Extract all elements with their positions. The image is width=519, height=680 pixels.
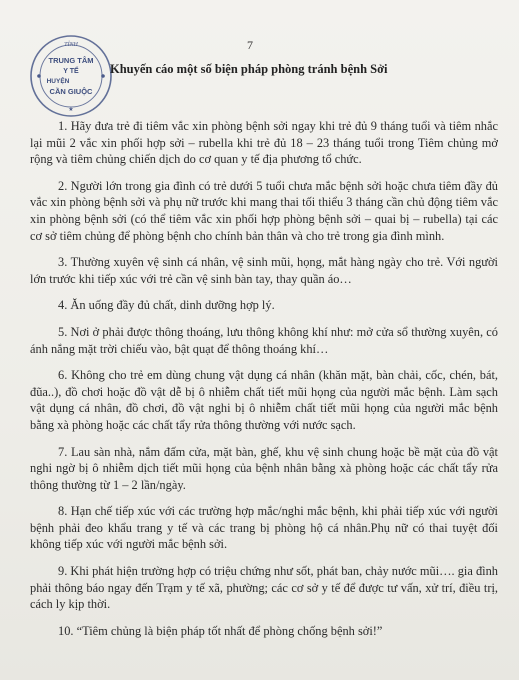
document-body — [30, 118, 498, 647]
stamp-top-text: TỈNH — [64, 42, 78, 48]
paragraph-3: 3. Thường xuyên vệ sinh cá nhân, vệ sinh mũi, họng, mắt hàng ngày cho trẻ. Với người lớn trước khi tiếp xúc với trẻ cần vệ sinh bàn tay, thay quần áo… — [30, 255, 498, 286]
paragraph-4: 4. Ăn uống đầy đủ chất, dinh dưỡng hợp lý. — [58, 298, 275, 313]
paragraph-7: 7. Lau sàn nhà, nắm đấm cửa, mặt bàn, ghế, khu vệ sinh chung hoặc bề mặt của đồ vật nghi ngờ bị ô nhiễm dịch tiết mũi họng của bệnh nhân bằng xà phòng hoặc các chất tẩy rửa thông thường từ 1 – 2 lần/ngày. — [30, 444, 498, 492]
paragraph-2: 2. Người lớn trong gia đình có trẻ dưới 5 tuổi chưa mắc bệnh sởi hoặc chưa tiêm đầy đủ vắc xin phòng bệnh sởi và phụ nữ trước khi mang thai tối thiểu 3 tháng cần chủ động tiêm vắc xin phòng bệnh sởi (có thể tiêm vắc xin phối hợp phòng bệnh sởi – quai bị – rubella) tại các cơ sở tiêm chủng để phòng bệnh cho chính bản thân và cho trẻ trong gia đình mình. — [30, 178, 498, 243]
page-number: 7 — [247, 38, 253, 52]
document-title: Khuyến cáo một số biện pháp phòng tránh bệnh Sởi — [110, 62, 388, 76]
paragraph-5: 5. Nơi ở phải được thông thoáng, lưu thông không khí như: mở cửa sổ thường xuyên, có ánh nắng mặt trời chiếu vào, bật quạt để thông thoáng khí… — [30, 324, 498, 356]
stamp-line4: CẦN GIUỘC — [49, 87, 93, 96]
svg-text:★: ★ — [68, 107, 74, 113]
paragraph-10: 10. “Tiêm chủng là biện pháp tốt nhất để phòng chống bệnh sởi!” — [58, 623, 383, 638]
official-stamp — [28, 33, 114, 119]
paragraph-1: 1. Hãy đưa trẻ đi tiêm vắc xin phòng bệnh sởi ngay khi trẻ đủ 9 tháng tuổi và tiêm nhắc lại mũi 2 vắc xin phối hợp sởi – rubella khi trẻ đủ 18 – 23 tháng tuổi trong Tiêm chủng mở rộng và tiêm chủng chiến dịch do cơ quan y tế địa phương tổ chức. — [30, 119, 498, 167]
stamp-seal-icon — [28, 33, 114, 119]
paragraph-9: 9. Khi phát hiện trường hợp có triệu chứng như sốt, phát ban, chảy nước mũi…. gia đình phải thông báo ngay đến Trạm y tế xã, phường; các cơ sở y tế để được tư vấn, xử trí, điều trị, cách ly kịp thời. — [30, 564, 498, 612]
paragraph-6: 6. Không cho trẻ em dùng chung vật dụng cá nhân (khăn mặt, bàn chải, cốc, chén, bát, đũa..), đồ chơi hoặc đồ vật dễ bị ô nhiễm chất tiết mũi họng của người mắc bệnh. Làm sạch vật dụng cá nhân, đồ chơi, đồ vật nghi bị ô nhiễm chất tiết mũi họng của người mắc bệnh bằng xà phòng hoặc các chất tẩy rửa thông thường với nước sạch. — [30, 368, 498, 432]
stamp-line2: Y TẾ — [63, 68, 79, 75]
paragraph-8: 8. Hạn chế tiếp xúc với các trường hợp mắc/nghi mắc bệnh, khi phải tiếp xúc với người bệnh phải đeo khẩu trang y tế và các trang bị phòng hộ cá nhân.Phụ nữ có thai tuyệt đối không tiếp xúc với người mắc bệnh sởi. — [30, 504, 498, 552]
stamp-line3: HUYỆN — [46, 78, 70, 85]
stamp-line1: TRUNG TÂM — [48, 56, 94, 65]
